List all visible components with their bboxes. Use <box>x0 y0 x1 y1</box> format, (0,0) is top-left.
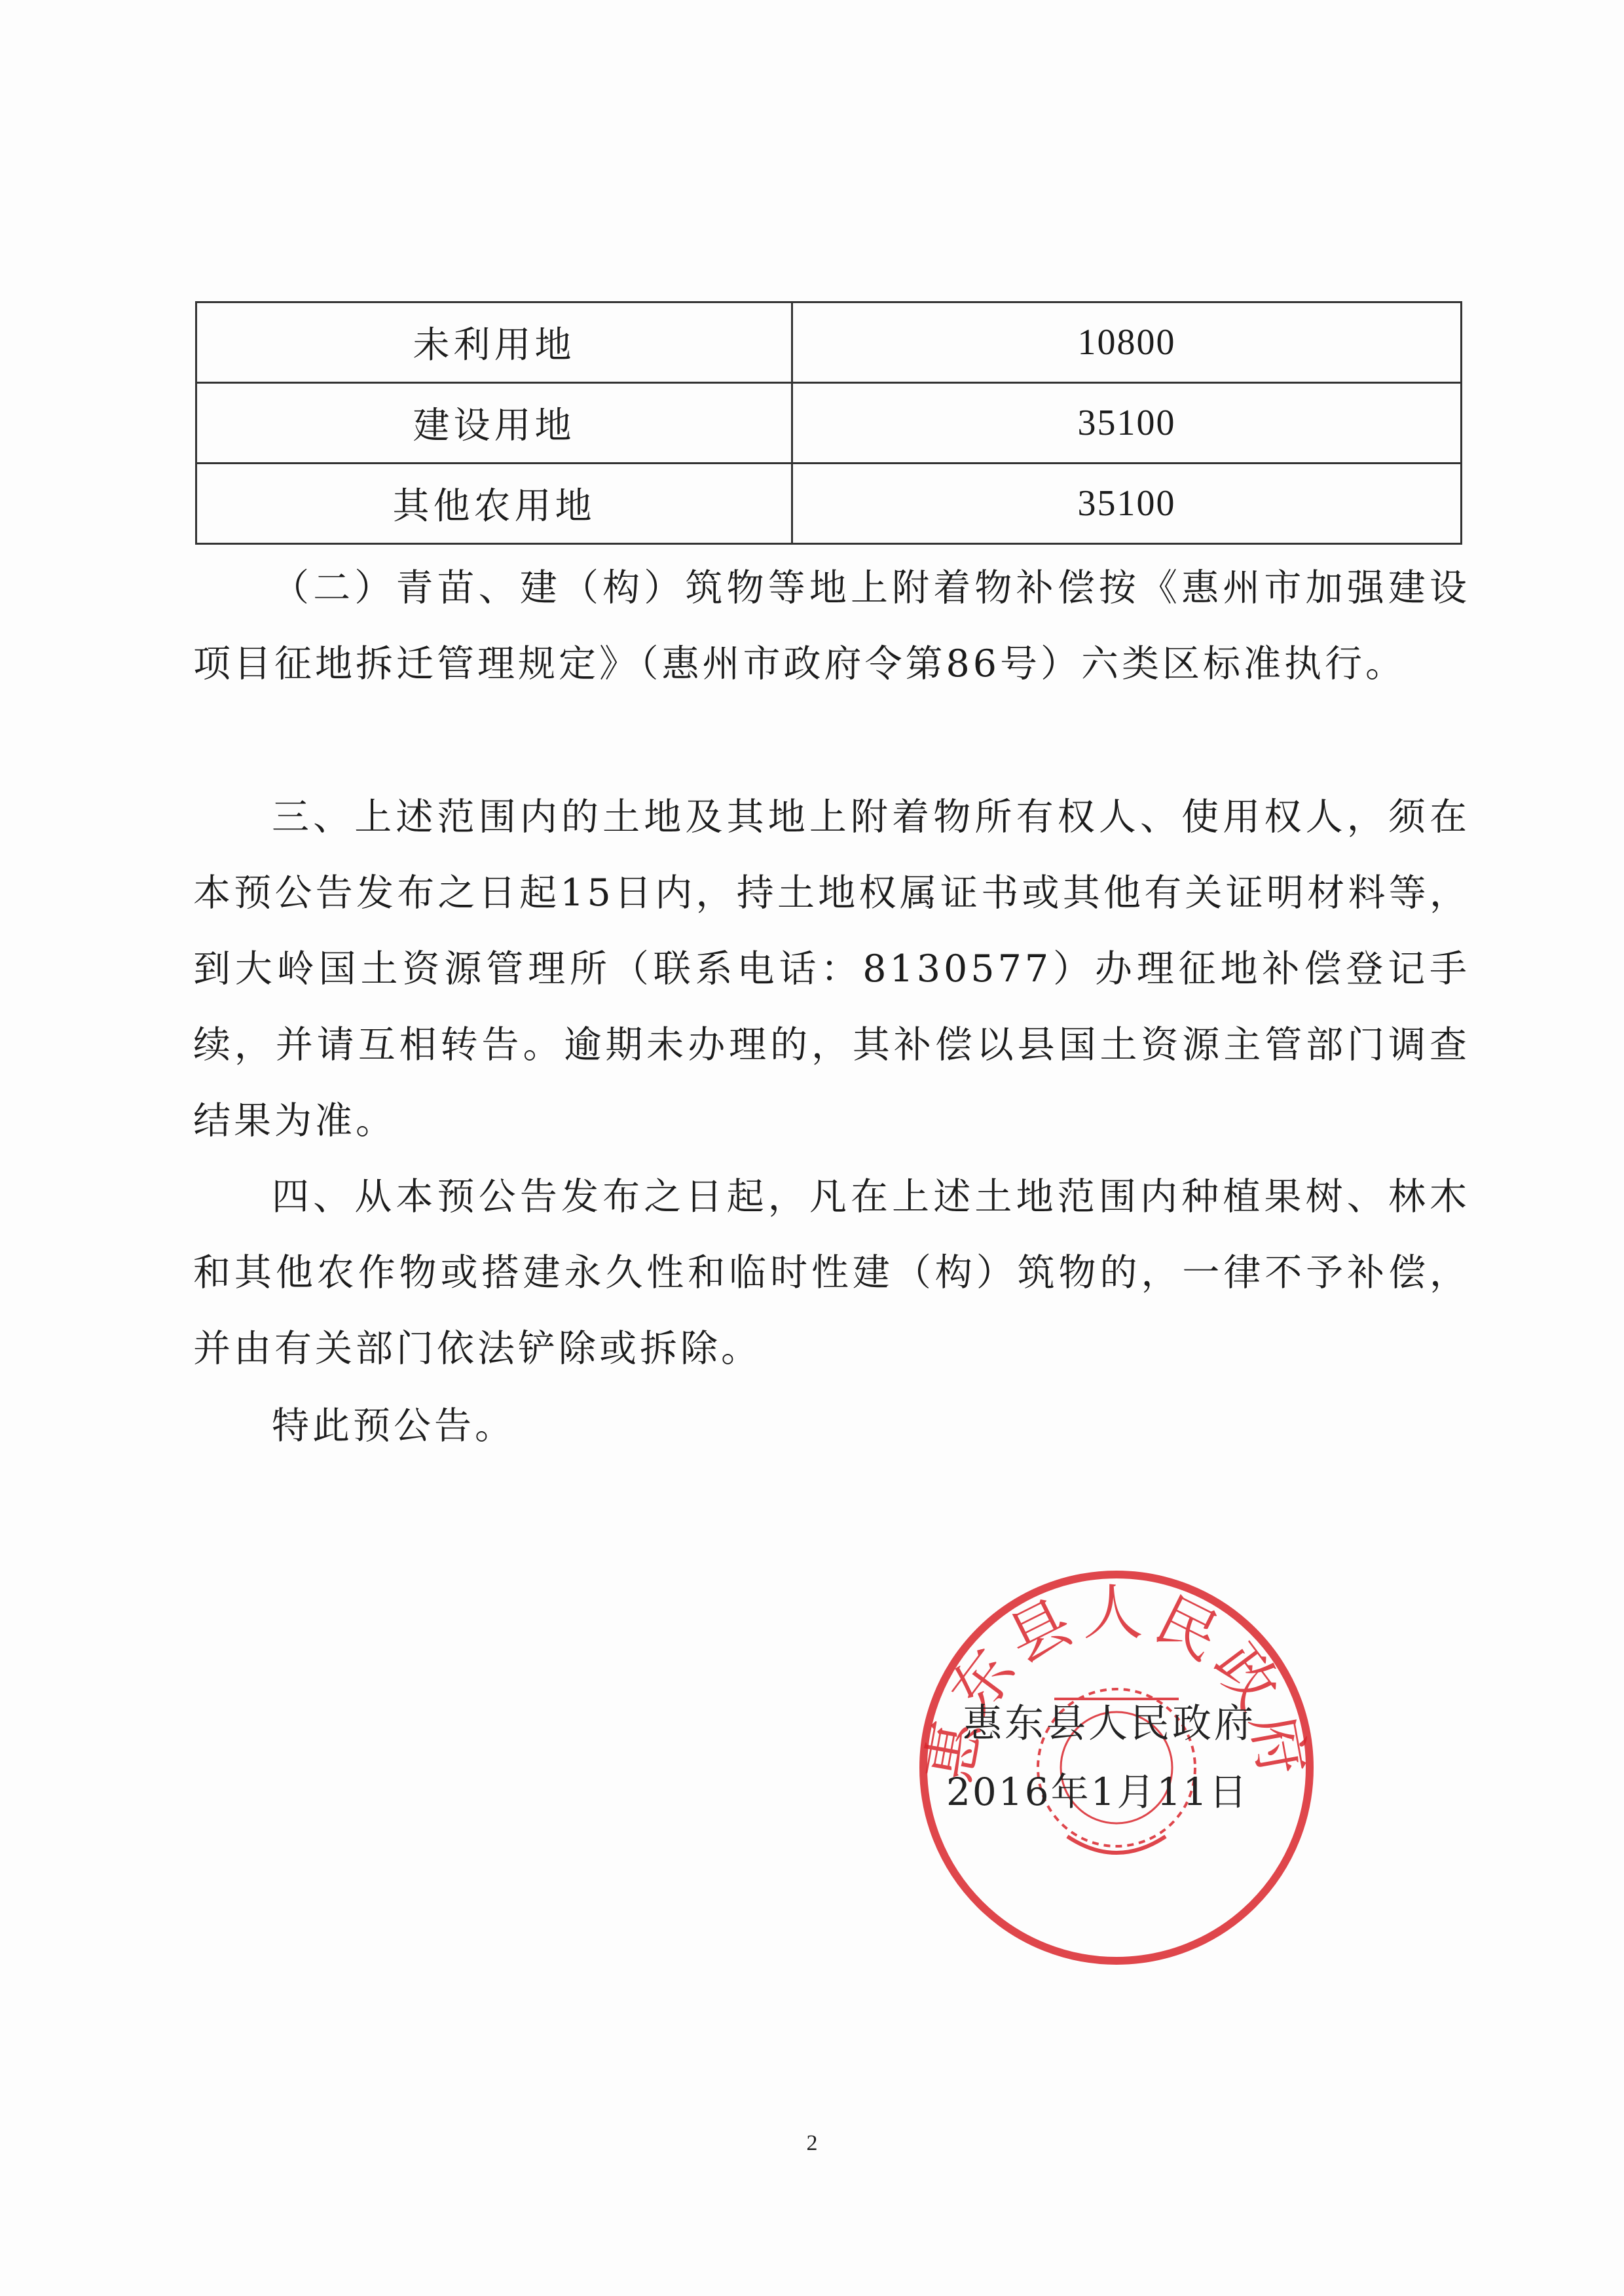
paragraph-no-compensation: 四、从本预公告发布之日起，凡在上述土地范围内种植果树、林木和其他农作物或搭建永久性和临时性建（构）筑物的，一律不予补偿，并由有关部门依法铲除或拆除。 <box>193 1175 1470 1370</box>
land-type-cell: 其他农用地 <box>196 464 792 544</box>
paragraph-registration: 三、上述范围内的土地及其地上附着物所有权人、使用权人，须在本预公告发布之日起15日内，持土地权属证书或其他有关证明材料等，到大岭国土资源管理所（联系电话：8130577）办理征地补偿登记手续，并请互相转告。逾期未办理的，其补偿以县国土资源主管部门调查结果为准。 <box>193 795 1470 1142</box>
issue-date: 2016年1月11日 <box>946 1770 1249 1814</box>
land-compensation-table <box>195 301 1462 545</box>
seal-text: 惠东县人民政府 <box>913 1578 1320 1788</box>
compensation-value-cell: 10800 <box>792 302 1462 383</box>
land-type-cell: 未利用地 <box>196 302 792 383</box>
land-type-cell: 建设用地 <box>196 383 792 464</box>
paragraph-closing: 特此预公告。 <box>272 1404 515 1448</box>
table-row <box>196 302 1462 383</box>
issuing-authority: 惠东县人民政府 <box>963 1701 1256 1747</box>
compensation-value-cell: 35100 <box>792 464 1462 544</box>
page-number: 2 <box>806 2131 818 2155</box>
paragraph-attachment-compensation: （二）青苗、建（构）筑物等地上附着物补偿按《惠州市加强建设项目征地拆迁管理规定》（惠州市政府令第86号）六类区标准执行。 <box>193 566 1470 685</box>
table-row <box>196 383 1462 464</box>
table-row <box>196 464 1462 544</box>
compensation-value-cell: 35100 <box>792 383 1462 464</box>
